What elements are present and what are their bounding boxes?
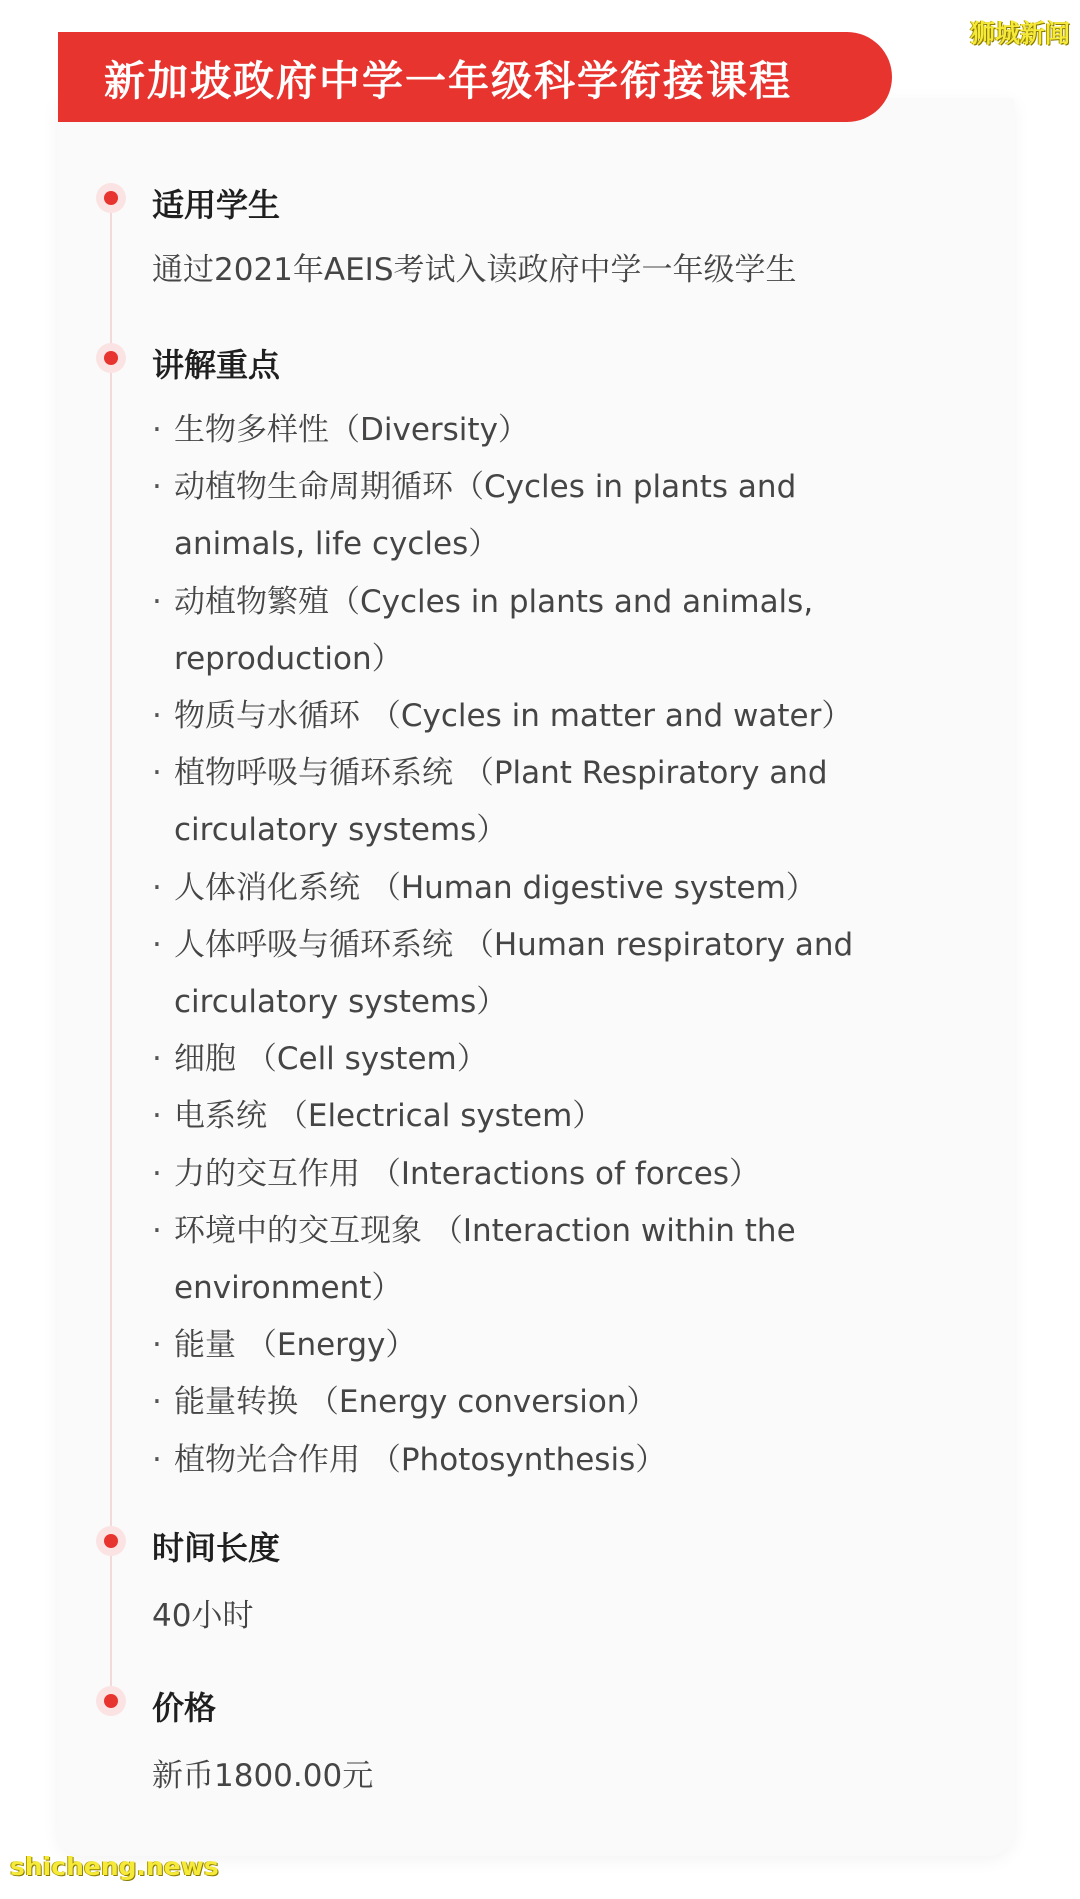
topic-bullet: · bbox=[152, 1155, 162, 1192]
topic-text: 能量 （Energy） bbox=[174, 1327, 417, 1364]
topic-item bbox=[152, 1088, 1012, 1145]
topic-item bbox=[152, 745, 1012, 859]
topic-bullet: · bbox=[152, 698, 162, 735]
topic-item bbox=[152, 1317, 1012, 1374]
topic-text: 细胞 （Cell system） bbox=[174, 1041, 488, 1078]
topic-item bbox=[152, 1203, 1012, 1317]
topic-item bbox=[152, 688, 1012, 745]
topic-item bbox=[152, 917, 1012, 1031]
topic-list bbox=[152, 402, 1012, 1489]
topic-text: 能量转换 （Energy conversion） bbox=[174, 1384, 658, 1421]
topic-text: 力的交互作用 （Interactions of forces） bbox=[174, 1155, 760, 1192]
section-heading-duration: 时间长度 bbox=[152, 1529, 281, 1567]
topic-text: 植物光合作用 （Photosynthesis） bbox=[174, 1441, 667, 1478]
section-text-students: 通过2021年AEIS考试入读政府中学一年级学生 bbox=[152, 252, 797, 288]
topic-bullet: · bbox=[152, 583, 162, 620]
title-banner bbox=[58, 32, 892, 122]
section-text-price: 新币1800.00元 bbox=[152, 1758, 374, 1794]
topic-text: 环境中的交互现象 （Interaction within the environment） bbox=[174, 1212, 796, 1307]
topic-text: 电系统 （Electrical system） bbox=[174, 1098, 604, 1135]
topic-bullet: · bbox=[152, 412, 162, 448]
watermark-top-right: 狮城新闻 bbox=[969, 19, 1070, 48]
topic-bullet: · bbox=[152, 1098, 162, 1135]
topic-bullet: · bbox=[152, 1441, 162, 1478]
topic-bullet: · bbox=[152, 1384, 162, 1421]
topic-bullet: · bbox=[152, 1212, 162, 1249]
topic-text: 植物呼吸与循环系统 （Plant Respiratory and circulatory systems） bbox=[174, 755, 828, 849]
topic-text: 动植物繁殖（Cycles in plants and animals, reproduction） bbox=[174, 583, 814, 677]
section-heading-price: 价格 bbox=[152, 1689, 217, 1727]
timeline-dot-topics bbox=[96, 343, 126, 373]
timeline-dot-students bbox=[96, 183, 126, 213]
section-heading-topics: 讲解重点 bbox=[152, 346, 281, 384]
timeline-line bbox=[110, 198, 112, 1703]
section-heading-students: 适用学生 bbox=[152, 186, 281, 224]
topic-bullet: · bbox=[152, 926, 162, 963]
timeline-dot-duration bbox=[96, 1526, 126, 1556]
watermark-bottom-left: shicheng.news bbox=[10, 1852, 219, 1881]
topic-text: 人体消化系统 （Human digestive system） bbox=[174, 869, 817, 906]
topic-item bbox=[152, 459, 1012, 573]
topic-bullet: · bbox=[152, 869, 162, 906]
topic-bullet: · bbox=[152, 1041, 162, 1078]
topic-item bbox=[152, 402, 1012, 459]
topic-item bbox=[152, 1031, 1012, 1088]
course-title: 新加坡政府中学一年级科学衔接课程 bbox=[104, 56, 792, 105]
topic-item bbox=[152, 574, 1012, 688]
topic-bullet: · bbox=[152, 469, 162, 506]
topic-item bbox=[152, 860, 1012, 917]
topic-item bbox=[152, 1432, 1012, 1489]
section-text-duration: 40小时 bbox=[152, 1598, 254, 1634]
topic-text: 动植物生命周期循环（Cycles in plants and animals, life cycles） bbox=[174, 469, 797, 563]
topic-item bbox=[152, 1374, 1012, 1431]
topic-bullet: · bbox=[152, 755, 162, 792]
timeline-dot-price bbox=[96, 1686, 126, 1716]
topic-text: 生物多样性（Diversity） bbox=[174, 412, 529, 448]
topic-item bbox=[152, 1146, 1012, 1203]
topic-text: 物质与水循环 （Cycles in matter and water） bbox=[174, 698, 853, 735]
topic-text: 人体呼吸与循环系统 （Human respiratory and circulatory systems） bbox=[174, 926, 854, 1021]
topic-bullet: · bbox=[152, 1327, 162, 1364]
